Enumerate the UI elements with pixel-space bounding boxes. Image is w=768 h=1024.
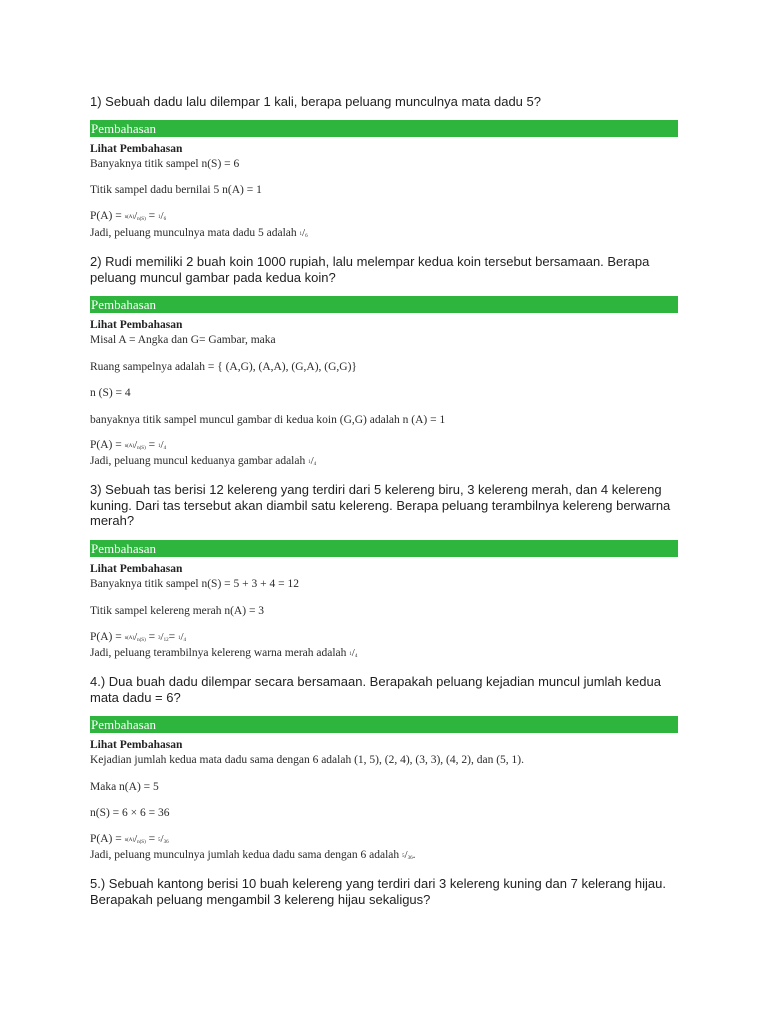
answer-1-conclusion: Jadi, peluang munculnya mata dadu 5 adalah 1/6 bbox=[90, 227, 308, 239]
lihat-pembahasan-1[interactable]: Lihat Pembahasan bbox=[90, 143, 183, 155]
pembahasan-header-4[interactable]: Pembahasan bbox=[90, 716, 678, 733]
lihat-pembahasan-2[interactable]: Lihat Pembahasan bbox=[90, 319, 183, 331]
pembahasan-header-1[interactable]: Pembahasan bbox=[90, 120, 678, 137]
question-2: 2) Rudi memiliki 2 buah koin 1000 rupiah, lalu melempar kedua koin tersebut bersamaan. Berapa peluang muncul gambar pada kedua koin? bbox=[90, 254, 650, 285]
question-1: 1) Sebuah dadu lalu dilempar 1 kali, berapa peluang munculnya mata dadu 5? bbox=[90, 94, 541, 109]
question-3: 3) Sebuah tas berisi 12 kelereng yang terdiri dari 5 kelereng biru, 3 kelereng merah, dan 4 kelereng kuning. Dari tas tersebut akan diambil satu kelereng. Berapa peluang terambilnya kelereng berwarna merah? bbox=[90, 482, 671, 528]
answer-2-formula: P(A) = n(A)/n(S) = 1/4 bbox=[90, 439, 167, 451]
answer-2-line-2: Ruang sampelnya adalah = { (A,G), (A,A), (G,A), (G,G)} bbox=[90, 361, 357, 373]
answer-4-line-3: n(S) = 6 × 6 = 36 bbox=[90, 807, 170, 819]
question-4: 4.) Dua buah dadu dilempar secara bersamaan. Berapakah peluang kejadian muncul jumlah kedua mata dadu = 6? bbox=[90, 674, 661, 705]
answer-3-conclusion: Jadi, peluang terambilnya kelereng warna merah adalah 1/4 bbox=[90, 647, 358, 659]
answer-3-formula: P(A) = n(A)/n(S) = 3/12= 1/4 bbox=[90, 631, 186, 643]
lihat-pembahasan-3[interactable]: Lihat Pembahasan bbox=[90, 563, 183, 575]
answer-4-formula: P(A) = n(A)/n(S) = 5/36 bbox=[90, 833, 169, 845]
answer-4-line-1: Kejadian jumlah kedua mata dadu sama dengan 6 adalah (1, 5), (2, 4), (3, 3), (4, 2), dan (5, 1). bbox=[90, 754, 524, 766]
answer-1-line-1: Banyaknya titik sampel n(S) = 6 bbox=[90, 158, 240, 170]
answer-2-line-1: Misal A = Angka dan G= Gambar, maka bbox=[90, 334, 276, 346]
lihat-pembahasan-4[interactable]: Lihat Pembahasan bbox=[90, 739, 183, 751]
answer-1-formula: P(A) = n(A)/n(S) = 1/6 bbox=[90, 210, 167, 222]
answer-2-line-3: n (S) = 4 bbox=[90, 387, 131, 399]
pembahasan-header-3[interactable]: Pembahasan bbox=[90, 540, 678, 557]
answer-1-line-2: Titik sampel dadu bernilai 5 n(A) = 1 bbox=[90, 184, 262, 196]
pembahasan-header-2[interactable]: Pembahasan bbox=[90, 296, 678, 313]
answer-4-line-2: Maka n(A) = 5 bbox=[90, 781, 159, 793]
answer-3-line-1: Banyaknya titik sampel n(S) = 5 + 3 + 4 = 12 bbox=[90, 578, 299, 590]
answer-2-line-4: banyaknya titik sampel muncul gambar di kedua koin (G,G) adalah n (A) = 1 bbox=[90, 414, 446, 426]
answer-3-line-2: Titik sampel kelereng merah n(A) = 3 bbox=[90, 605, 265, 617]
question-5: 5.) Sebuah kantong berisi 10 buah kelereng yang terdiri dari 3 kelereng kuning dan 7 kelerang hijau. Berapakah peluang mengambil 3 kelereng hijau sekaligus? bbox=[90, 876, 666, 907]
answer-4-conclusion: Jadi, peluang munculnya jumlah kedua dadu sama dengan 6 adalah 5/36. bbox=[90, 849, 416, 861]
answer-2-conclusion: Jadi, peluang muncul keduanya gambar adalah 1/4 bbox=[90, 455, 317, 467]
